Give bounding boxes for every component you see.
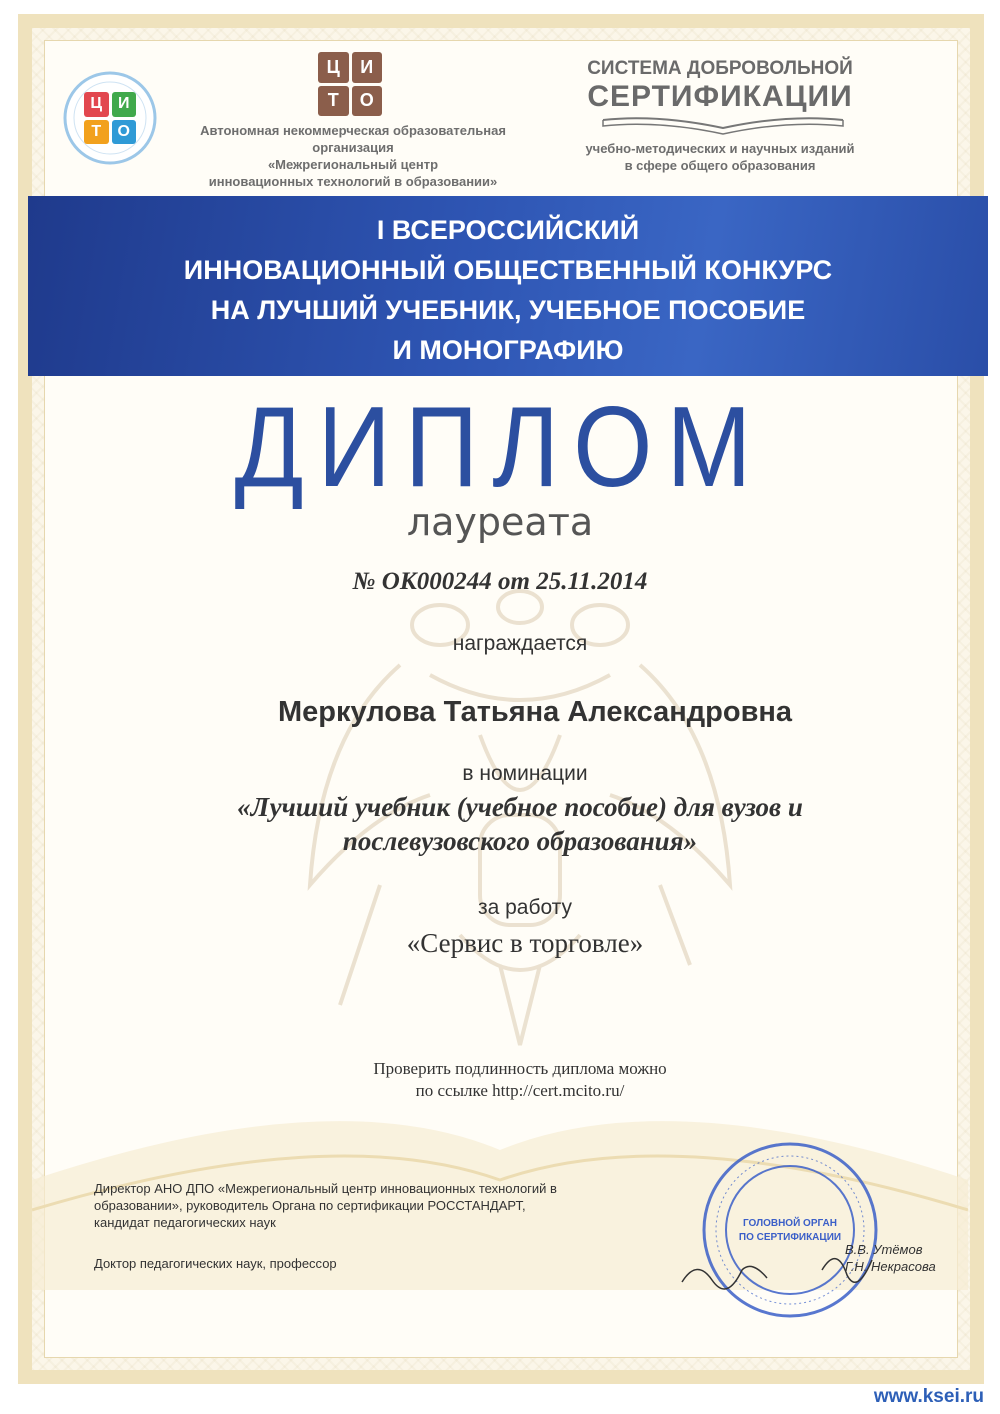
logo-center-letter-3: Т xyxy=(318,86,349,117)
logo-left-letter-3: Т xyxy=(84,120,109,145)
banner-line: НА ЛУЧШИЙ УЧЕБНИК, УЧЕБНОЕ ПОСОБИЕ xyxy=(210,295,806,325)
org-line: Автономная некоммерческая образовательная организация xyxy=(200,123,506,155)
stamp-text-line: ПО СЕРТИФИКАЦИИ xyxy=(738,1232,842,1243)
cert-sub-line: в сфере общего образования xyxy=(624,158,816,173)
diploma-title: ДИПЛОМ xyxy=(234,383,766,511)
work-label: за работу xyxy=(477,896,573,919)
verify-line: по ссылке http://cert.mcito.ru/ xyxy=(415,1081,625,1100)
banner-line: ИННОВАЦИОННЫЙ ОБЩЕСТВЕННЫЙ КОНКУРС xyxy=(183,255,833,285)
cito-round-logo xyxy=(62,70,158,166)
banner-line: И МОНОГРАФИЮ xyxy=(392,335,624,365)
logo-left-letter-4: О xyxy=(112,120,137,145)
director-title xyxy=(94,1180,694,1231)
director-line: кандидат педагогических наук xyxy=(94,1215,276,1230)
org-line: «Межрегиональный центр xyxy=(267,157,439,172)
contest-banner xyxy=(28,196,988,376)
banner-line: I ВСЕРОССИЙСКИЙ xyxy=(376,215,640,245)
certification-title-main: СЕРТИФИКАЦИИ xyxy=(587,80,853,113)
diploma-number: № ОК000244 от 25.11.2014 xyxy=(352,568,648,595)
verify-line: Проверить подлинность диплома можно xyxy=(373,1059,667,1078)
cito-square-logo xyxy=(318,52,382,116)
organization-name xyxy=(168,122,538,190)
org-line: инновационных технологий в образовании» xyxy=(208,174,498,189)
nomination-line: послевузовского образования» xyxy=(342,826,698,856)
logo-left-letter-2: И xyxy=(112,92,137,117)
nomination-line: «Лучший учебник (учебное пособие) для вузов и xyxy=(237,792,803,822)
logo-center-letter-4: О xyxy=(352,86,383,117)
work-title: «Сервис в торговле» xyxy=(406,928,644,958)
logo-center-letter-2: И xyxy=(352,52,383,83)
signatory-name-1: В.В. Утёмов xyxy=(845,1242,923,1257)
signatory-name-2: Г.Н. Некрасова xyxy=(845,1259,936,1274)
logo-left-letter-1: Ц xyxy=(84,92,109,117)
certification-title-top: СИСТЕМА ДОБРОВОЛЬНОЙ xyxy=(587,58,853,79)
diploma-subtitle: лауреата xyxy=(406,500,594,544)
cert-sub-line: учебно-методических и научных изданий xyxy=(585,141,855,156)
director-line: образовании», руководитель Органа по сертификации РОССТАНДАРТ, xyxy=(94,1198,526,1213)
professor-title: Доктор педагогических наук, профессор xyxy=(94,1256,337,1271)
contest-title xyxy=(28,210,988,370)
logo-center-letter-1: Ц xyxy=(318,52,349,83)
verification-note xyxy=(300,1058,740,1102)
certification-subtitle xyxy=(575,140,865,174)
laureate-name: Меркулова Татьяна Александровна xyxy=(277,696,793,728)
director-line: Директор АНО ДПО «Межрегиональный центр инновационных технологий в xyxy=(94,1181,557,1196)
awarded-label: награждается xyxy=(452,632,588,655)
open-book-icon xyxy=(598,114,848,136)
site-watermark: www.ksei.ru xyxy=(873,1386,984,1407)
nomination-title xyxy=(170,790,870,858)
stamp-text-line: ГОЛОВНОЙ ОРГАН xyxy=(743,1218,837,1229)
nomination-label: в номинации xyxy=(462,762,588,785)
